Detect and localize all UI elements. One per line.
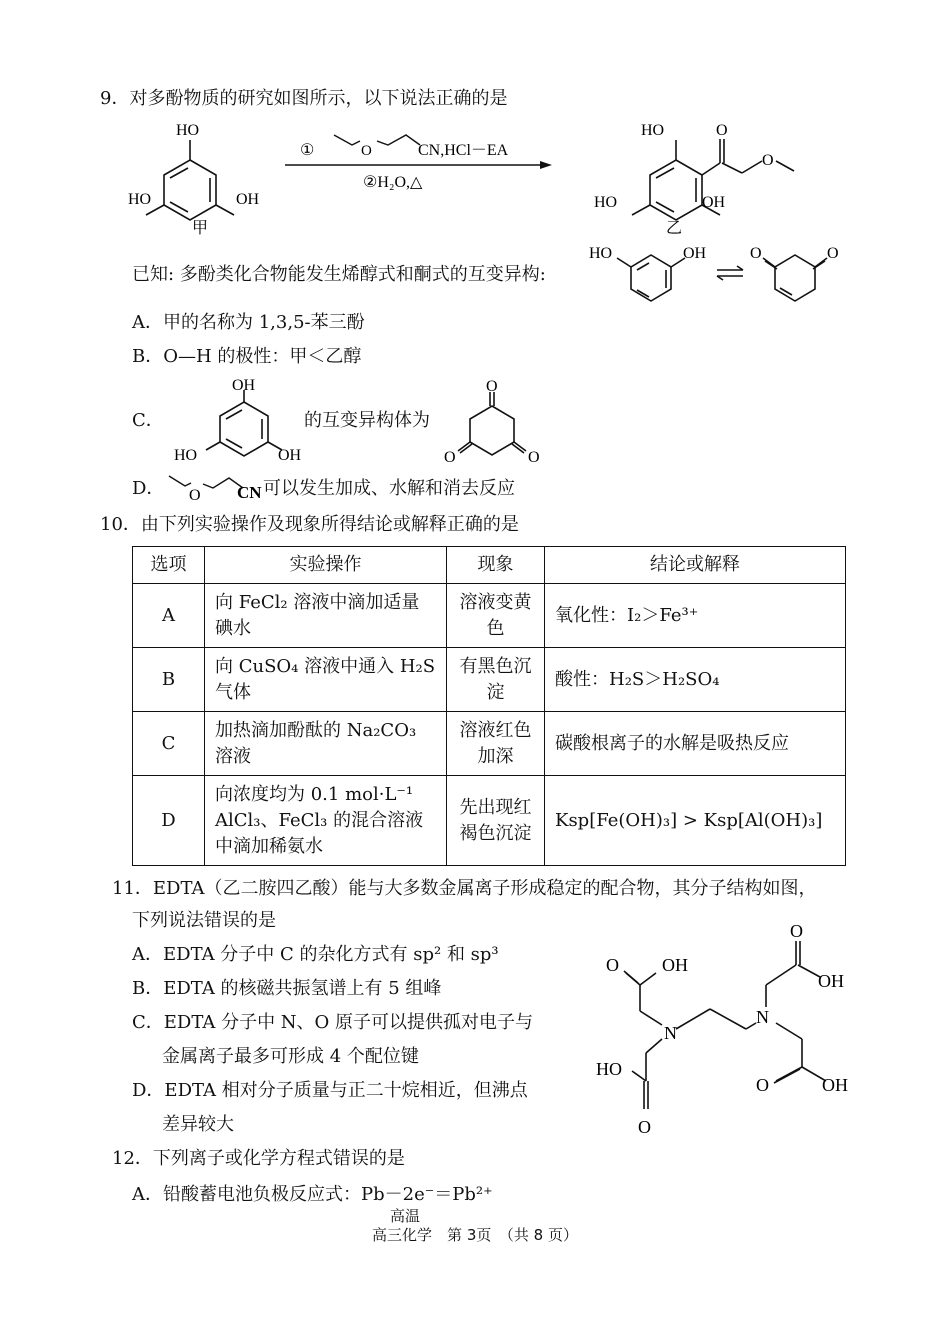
header-option: 选项 bbox=[133, 547, 205, 584]
table-row bbox=[133, 776, 846, 866]
q11-stem-1: 11．EDTA（乙二胺四乙酸）能与大多数金属离子形成稳定的配合物，其分子结构如图， bbox=[112, 878, 817, 899]
row-option: C bbox=[133, 712, 205, 776]
row-operation: 向 FeCl₂ 溶液中滴加适量碘水 bbox=[205, 584, 447, 648]
row-phenomenon: 溶液红色加深 bbox=[447, 712, 545, 776]
d-nitrile-cn: CN bbox=[237, 483, 262, 502]
option-d-nitrile bbox=[165, 470, 265, 504]
taut-ho: HO bbox=[589, 245, 613, 262]
trione-o-top: O bbox=[486, 378, 498, 395]
edta-o-1: O bbox=[606, 955, 619, 975]
edta-oh-3: OH bbox=[818, 971, 844, 991]
row-phenomenon: 先出现红褐色沉淀 bbox=[447, 776, 545, 866]
edta-n-left: N bbox=[664, 1023, 677, 1043]
d-nitrile-o: O bbox=[189, 487, 201, 504]
taut-oh: OH bbox=[683, 245, 707, 262]
header-operation: 实验操作 bbox=[205, 547, 447, 584]
table-row bbox=[133, 712, 846, 776]
yi-ho-top: HO bbox=[641, 122, 665, 139]
q9-stem: 9．对多酚物质的研究如图所示，以下说法正确的是 bbox=[100, 88, 508, 109]
row-option: A bbox=[133, 584, 205, 648]
c-phenol-oh: OH bbox=[278, 447, 302, 464]
jia-ho-top: HO bbox=[176, 122, 200, 139]
edta-oh-1: OH bbox=[662, 955, 688, 975]
trione-o-left: O bbox=[444, 449, 456, 466]
row-phenomenon: 有黑色沉淀 bbox=[447, 648, 545, 712]
taut-o-left: O bbox=[750, 245, 762, 262]
row-conclusion: 碳酸根离子的水解是吸热反应 bbox=[545, 712, 846, 776]
jia-label: 甲 bbox=[192, 220, 209, 237]
edta-structure bbox=[590, 915, 860, 1140]
taut-o-right: O bbox=[827, 245, 839, 262]
trione-o-right: O bbox=[528, 449, 540, 466]
q9-option-b: B．O—H 的极性：甲＜乙醇 bbox=[132, 346, 362, 367]
option-c-phenol bbox=[172, 374, 312, 466]
yi-ho-left: HO bbox=[594, 194, 618, 211]
q10-stem: 10．由下列实验操作及现象所得结论或解释正确的是 bbox=[100, 514, 519, 535]
q9-reaction-scheme bbox=[120, 115, 820, 240]
row-phenomenon: 溶液变黄色 bbox=[447, 584, 545, 648]
table-row bbox=[133, 584, 846, 648]
edta-ho-1: HO bbox=[596, 1059, 622, 1079]
edta-o-3: O bbox=[790, 921, 803, 941]
q12-stem: 12．下列离子或化学方程式错误的是 bbox=[112, 1148, 405, 1169]
reagent-1-o: O bbox=[361, 143, 372, 159]
option-c-trione bbox=[440, 376, 550, 466]
table-row bbox=[133, 648, 846, 712]
edta-oh-4: OH bbox=[822, 1075, 848, 1095]
reagent-1-tail: CN,HCl－EA bbox=[418, 142, 509, 159]
q9-option-c-label: C． bbox=[132, 410, 164, 431]
q9-option-d-text: 可以发生加成、水解和消去反应 bbox=[263, 478, 515, 499]
yi-carbonyl-o: O bbox=[716, 122, 728, 139]
q11-stem-2: 下列说法错误的是 bbox=[132, 910, 276, 931]
q12-cut-text: 高温 bbox=[390, 1207, 421, 1225]
row-operation: 加热滴加酚酞的 Na₂CO₃ 溶液 bbox=[205, 712, 447, 776]
tautomer-equilibrium bbox=[585, 238, 855, 308]
edta-o-4: O bbox=[756, 1075, 769, 1095]
row-operation: 向 CuSO₄ 溶液中通入 H₂S 气体 bbox=[205, 648, 447, 712]
q9-known: 已知: 多酚类化合物能发生烯醇式和酮式的互变异构: bbox=[132, 264, 546, 285]
row-conclusion: Ksp[Fe(OH)₃] > Ksp[Al(OH)₃] bbox=[545, 776, 846, 866]
jia-structure bbox=[146, 140, 234, 220]
q11-option-d-2: 差异较大 bbox=[162, 1114, 234, 1135]
yi-oh-right: OH bbox=[702, 194, 726, 211]
row-operation: 向浓度均为 0.1 mol·L⁻¹ AlCl₃、FeCl₃ 的混合溶液中滴加稀氨水 bbox=[205, 776, 447, 866]
jia-oh-right: OH bbox=[236, 191, 260, 208]
header-phenomenon: 现象 bbox=[447, 547, 545, 584]
q11-option-c-1: C．EDTA 分子中 N、O 原子可以提供孤对电子与 bbox=[132, 1012, 534, 1033]
c-phenol-ho: HO bbox=[174, 447, 198, 464]
q11-option-d-1: D．EDTA 相对分子质量与正二十烷相近，但沸点 bbox=[132, 1080, 528, 1101]
header-conclusion: 结论或解释 bbox=[545, 547, 846, 584]
q12-option-a: A．铅酸蓄电池负极反应式：Pb－2e⁻＝Pb²⁺ bbox=[132, 1184, 493, 1205]
q11-option-c-2: 金属离子最多可形成 4 个配位键 bbox=[162, 1046, 419, 1067]
yi-label: 乙 bbox=[666, 220, 683, 237]
c-phenol-oh-top: OH bbox=[232, 377, 256, 394]
row-option: B bbox=[133, 648, 205, 712]
row-conclusion: 氧化性：I₂＞Fe³⁺ bbox=[545, 584, 846, 648]
page-footer: 高三化学 第 3页 （共 8 页） bbox=[372, 1226, 578, 1244]
jia-ho-left: HO bbox=[128, 191, 152, 208]
q10-table bbox=[132, 546, 846, 866]
q11-option-a: A．EDTA 分子中 C 的杂化方式有 sp² 和 sp³ bbox=[132, 944, 499, 965]
row-conclusion: 酸性：H₂S＞H₂SO₄ bbox=[545, 648, 846, 712]
table-header-row bbox=[133, 547, 846, 584]
q9-option-a: A．甲的名称为 1,3,5-苯三酚 bbox=[132, 312, 365, 333]
row-option: D bbox=[133, 776, 205, 866]
q9-option-d-label: D． bbox=[132, 478, 165, 499]
q9-option-c-text: 的互变异构体为 bbox=[304, 410, 430, 431]
reagent-1-num: ① bbox=[300, 142, 315, 159]
q11-option-b: B．EDTA 的核磁共振氢谱上有 5 组峰 bbox=[132, 978, 442, 999]
edta-n-right: N bbox=[756, 1007, 769, 1027]
reagent-2: ②H₂O,△ bbox=[363, 174, 423, 191]
edta-o-2: O bbox=[638, 1117, 651, 1137]
yi-ether-o: O bbox=[762, 152, 774, 169]
